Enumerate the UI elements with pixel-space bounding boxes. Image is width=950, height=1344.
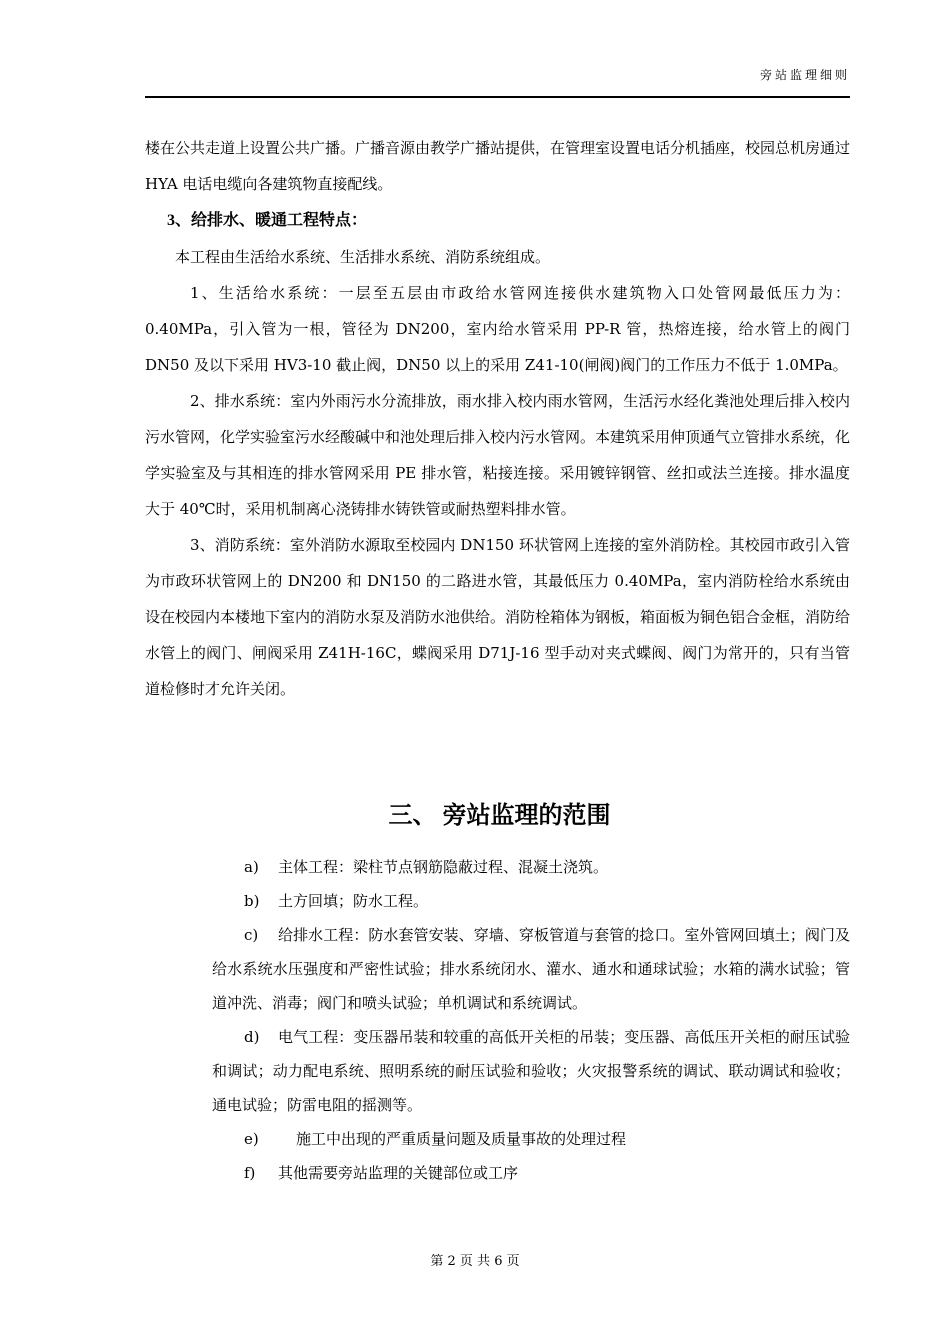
section-title-text: 旁站监理的范围 [442, 801, 611, 829]
intro-paragraph: 楼在公共走道上设置公共广播。广播音源由教学广播站提供，在管理室设置电话分机插座，校园总机房通过 HYA 电话电缆向各建筑物直接配线。 [145, 139, 851, 193]
list-item [212, 1020, 850, 1122]
page-footer: 第 2 页 共 6 页 [430, 1254, 520, 1269]
fire-protection-paragraph: 3、消防系统：室外消防水源取至校园内 DN150 环状管网上连接的室外消防栓。其校园市政引入管为市政环状管网上的 DN200 和 DN150 的二路进水管，其最低压力 0.40MPa，室内消防栓给水系统由设在校园内本楼地下室内的消防水泵及消防水池供给。消防栓箱体为钢板，箱面板为铜色铝合金框，消防给水管上的阀门、闸阀采用 Z41H-16C，蝶阀采用 D71J-16 型手动对夹式蝶阀、阀门为常开的，只有当管道检修时才允许关闭。 [145, 536, 851, 698]
list-item [212, 1122, 850, 1156]
section-title [145, 795, 850, 830]
header-rule [145, 96, 850, 98]
list-marker: e) [244, 1130, 259, 1148]
list-item [212, 850, 850, 884]
list-marker: f) [244, 1164, 256, 1182]
list-marker: d) [244, 1028, 260, 1046]
section-number: 三、 [388, 801, 437, 829]
list-marker: c) [244, 926, 259, 944]
sub-heading-number: 3 [167, 212, 175, 229]
list-item-text: 其他需要旁站监理的关键部位或工序 [278, 1164, 519, 1182]
sub-heading [167, 202, 850, 239]
body-text [145, 130, 850, 707]
header-title: 旁站监理细则 [759, 68, 850, 82]
list-marker: b) [244, 892, 260, 910]
drainage-paragraph: 2、排水系统：室内外雨污水分流排放，雨水排入校内雨水管网，生活污水经化粪池处理后排入校内污水管网，化学实验室污水经酸碱中和池处理后排入校内污水管网。本建筑采用伸顶通气立管排水系统，化学实验室及与其相连的排水管网采用 PE 排水管，粘接连接。采用镀锌钢管、丝扣或法兰连接。排水温度大于 40℃时，采用机制离心浇铸排水铸铁管或耐热塑料排水管。 [145, 392, 851, 518]
list-item-text: 电气工程：变压器吊装和较重的高低开关柜的吊装；变压器、高低压开关柜的耐压试验和调试；动力配电系统、照明系统的耐压试验和验收；火灾报警系统的调试、联动调试和验收；通电试验；防雷电阻的摇测等。 [212, 1028, 850, 1114]
list-item-text: 施工中出现的严重质量问题及质量事故的处理过程 [296, 1130, 627, 1148]
list-item [212, 884, 850, 918]
list-marker: a) [244, 858, 259, 876]
water-supply-paragraph: 1、生活给水系统：一层至五层由市政给水管网连接供水建筑物入口处管网最低压力为：0.40MPa，引入管为一根，管径为 DN200，室内给水管采用 PP-R 管，热熔连接，给水管上的阀门 DN50 及以下采用 HV3-10 截止阀，DN50 以上的采用 Z41-10(闸阀)阀门的工作压力不低于 1.0MPa。 [145, 284, 850, 374]
list-item [212, 1156, 850, 1190]
list-item [212, 918, 850, 1020]
scope-list [212, 850, 850, 1190]
sub-heading-text: 、给排水、暖通工程特点： [175, 210, 368, 229]
system-intro-paragraph: 本工程由生活给水系统、生活排水系统、消防系统组成。 [175, 248, 551, 266]
list-item-text: 主体工程：梁柱节点钢筋隐蔽过程、混凝土浇筑。 [278, 858, 609, 876]
list-item-text: 土方回填；防水工程。 [278, 892, 429, 910]
list-item-text: 给排水工程：防水套管安装、穿墙、穿板管道与套管的捻口。室外管网回填土；阀门及给水系统水压强度和严密性试验；排水系统闭水、灌水、通水和通球试验；水箱的满水试验；管道冲洗、消毒；阀门和喷头试验；单机调试和系统调试。 [212, 926, 850, 1012]
